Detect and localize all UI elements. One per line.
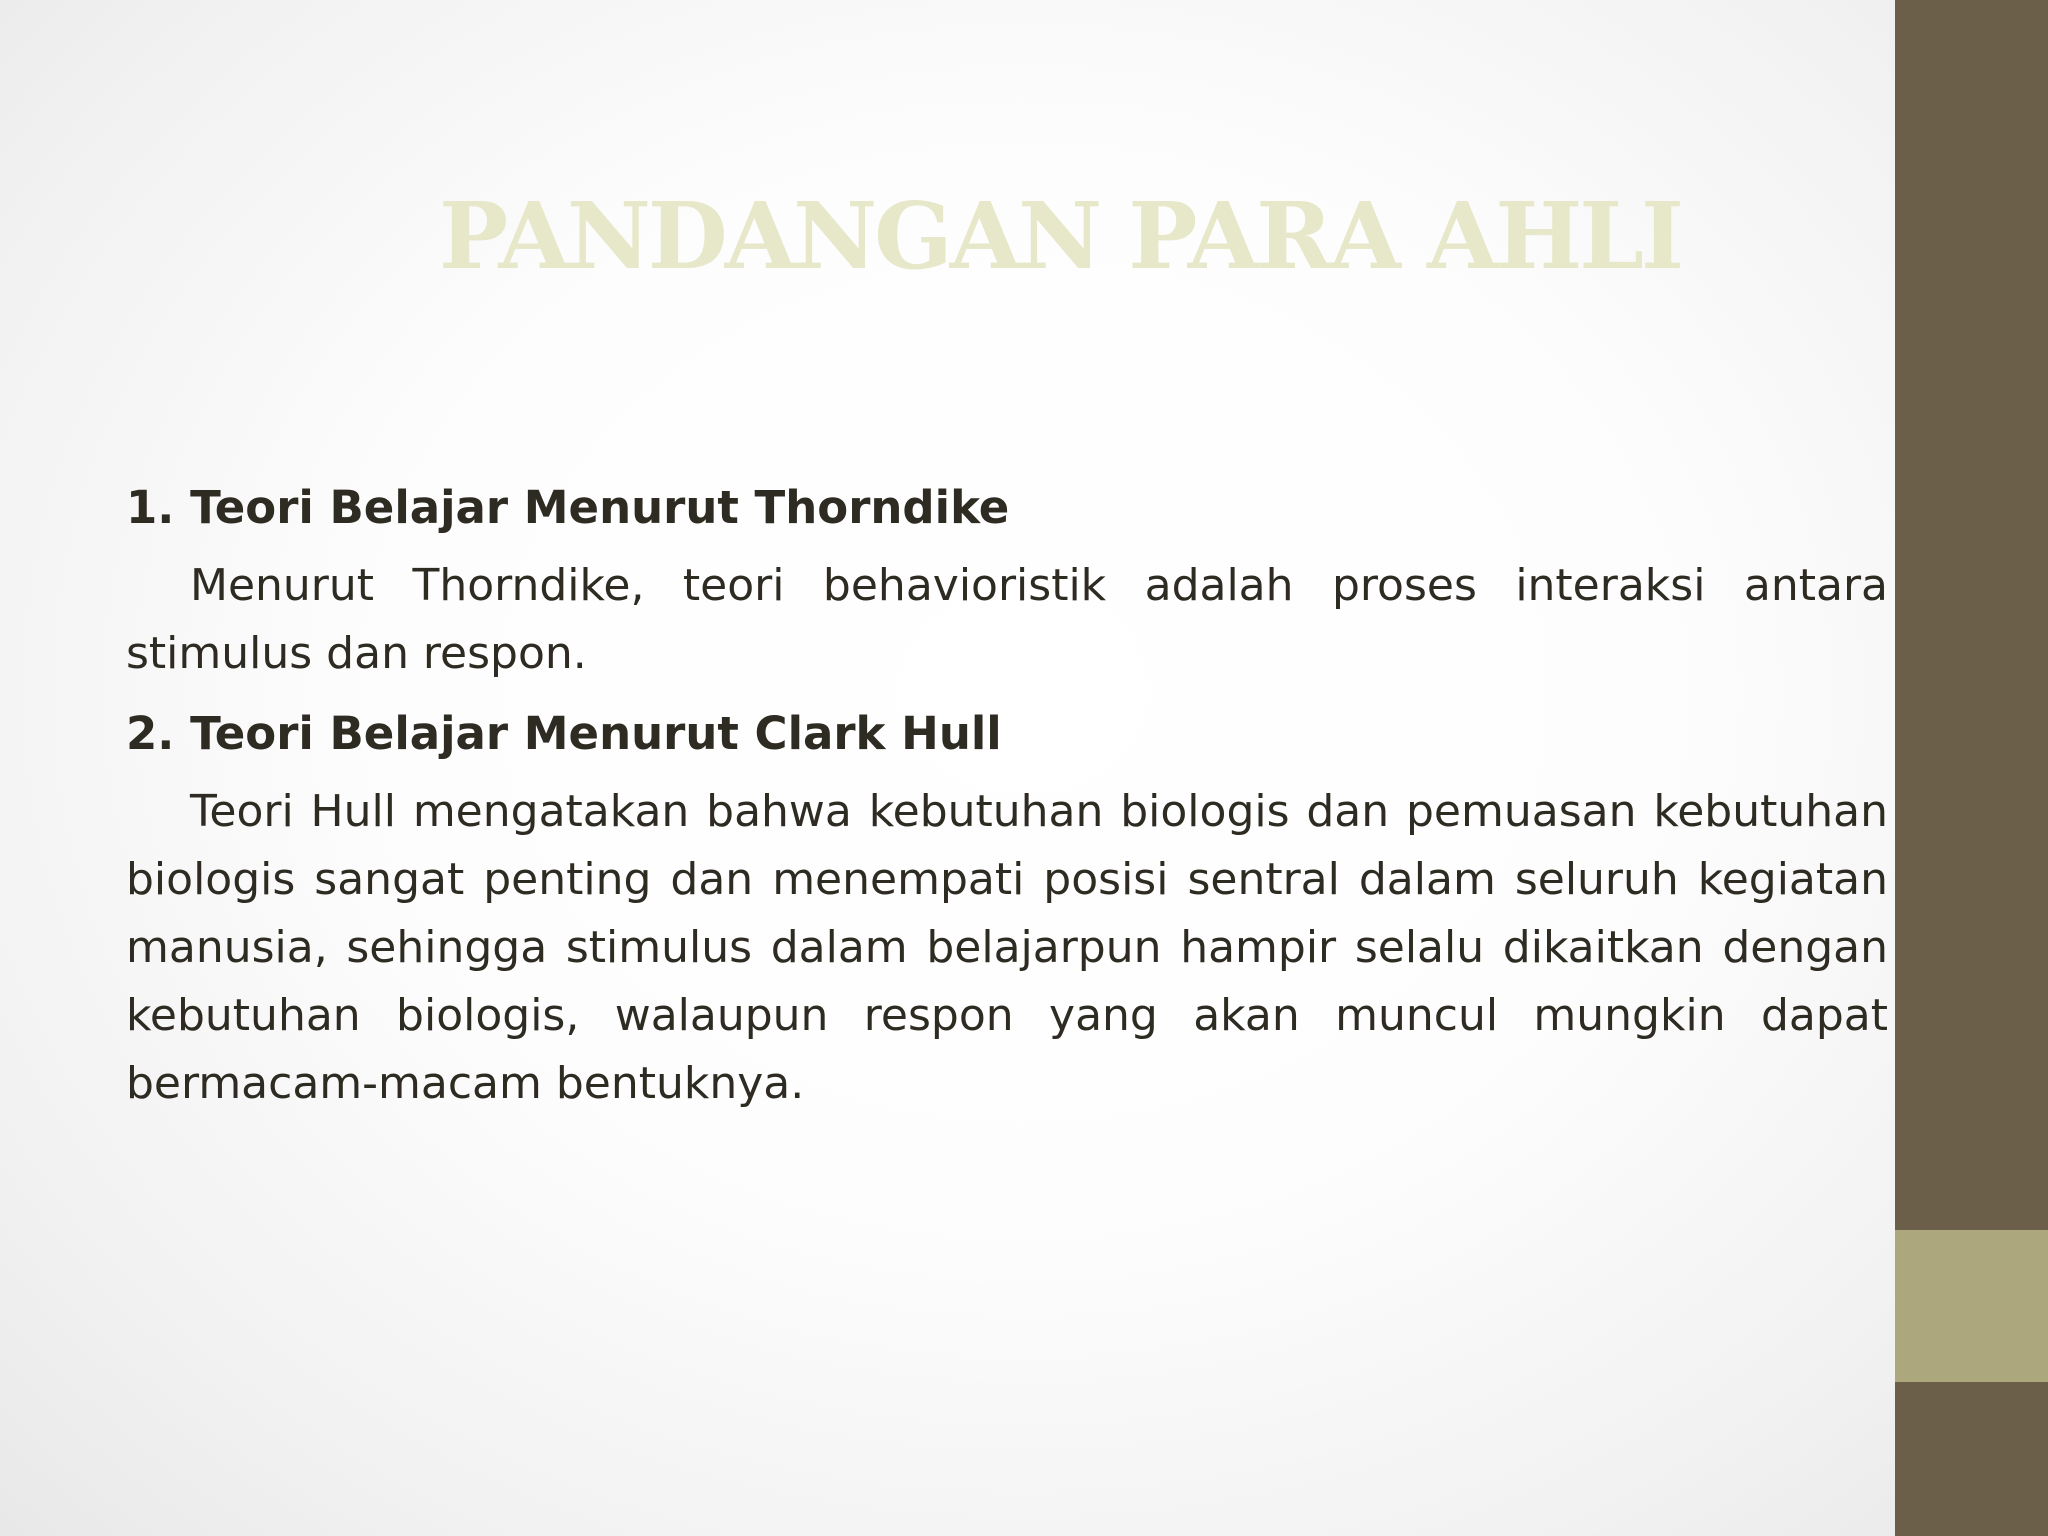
slide-content <box>126 474 1888 1130</box>
side-accent-decoration <box>1895 1230 2048 1382</box>
slide-title: PANDANGAN PARA AHLI <box>438 182 1682 290</box>
section-heading-thorndike: 1. Teori Belajar Menurut Thorndike <box>126 481 1010 534</box>
section-body-thorndike: Menurut Thorndike, teori behavioristik adalah proses interaksi antara stimulus dan respon. <box>126 560 1888 679</box>
section-heading-clark-hull: 2. Teori Belajar Menurut Clark Hull <box>126 707 1002 760</box>
section-body-clark-hull: Teori Hull mengatakan bahwa kebutuhan biologis dan pemuasan kebutuhan biologis sangat penting dan menempati posisi sentral dalam seluruh kegiatan manusia, sehingga stimulus dalam belajarpun hampir selalu dikaitkan dengan kebutuhan biologis, walaupun respon yang akan muncul mungkin dapat bermacam-macam bentuknya. <box>126 786 1888 1109</box>
